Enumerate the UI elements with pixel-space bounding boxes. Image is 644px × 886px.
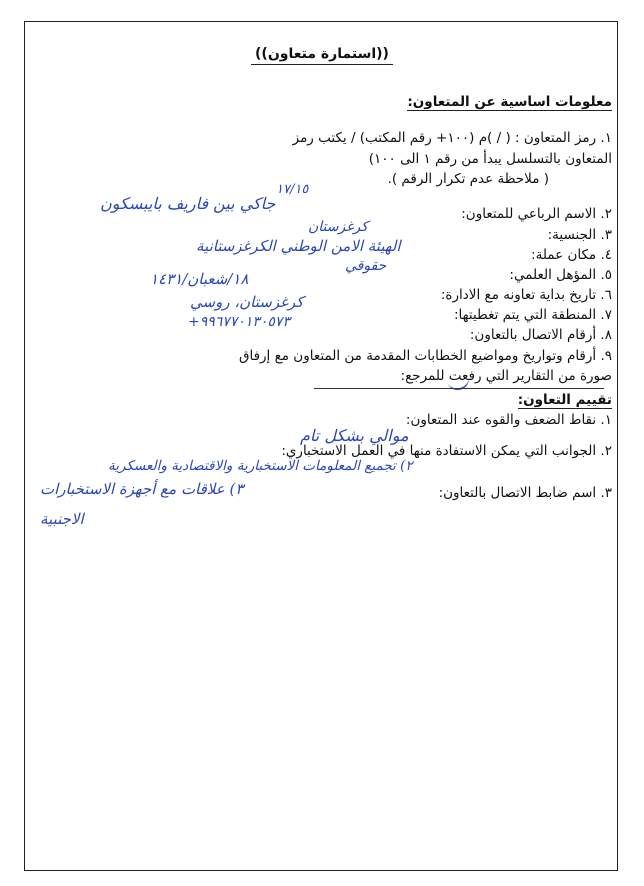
- section-basic-info: معلومات اساسية عن المتعاون:: [407, 94, 612, 110]
- handwritten-nationality: كرغزستان: [308, 219, 368, 235]
- question-start-date: ٦. تاريخ بداية تعاونه مع الادارة:: [440, 287, 612, 303]
- question-phone: ٨. أرقام الاتصال بالتعاون:: [469, 327, 612, 343]
- question-code-line1: ١. رمز المتعاون : ( / )م (١٠٠+ رقم المكتب) / يكتب رمز: [292, 130, 612, 146]
- question-intel-use: ٢. الجوانب التي يمكن الاستفادة منها في العمل الاستخباري:: [281, 443, 612, 459]
- handwritten-name: جاكي بين فاريف بايبسكون: [100, 194, 276, 213]
- handwritten-code: ١٧/١٥: [276, 182, 309, 197]
- handwritten-intel-use: ٢) تجميع المعلومات الاستخبارية والاقتصادية والعسكرية: [108, 458, 413, 474]
- handwritten-phone: +٩٩٦٧٧٠١٣٠٥٧٣: [188, 314, 290, 330]
- question-nationality: ٣. الجنسية:: [547, 227, 612, 243]
- handwritten-start-date: ١٨/شعبان/١٤٣١: [150, 270, 249, 288]
- question-full-name: ٢. الاسم الرباعي للمتعاون:: [461, 206, 612, 222]
- question-region: ٧. المنطقة التي يتم تغطيتها:: [454, 307, 612, 323]
- question-qualification: ٥. المؤهل العلمي:: [509, 267, 612, 283]
- handwritten-workplace: الهيئة الامن الوطني الكرغزستانية: [196, 237, 401, 255]
- question-liaison-officer: ٣. اسم ضابط الاتصال بالتعاون:: [438, 485, 612, 501]
- handwritten-officer-line2: الاجنبية: [40, 510, 84, 528]
- question-workplace: ٤. مكان عملة:: [531, 247, 612, 263]
- handwritten-officer-line1: ٣) علاقات مع أجهزة الاستخبارات: [40, 480, 244, 498]
- question-code-note: ( ملاحظة عدم تكرار الرقم ).: [387, 171, 549, 187]
- question-strengths: ١. نقاط الضعف والقوه عند المتعاون:: [405, 412, 612, 428]
- handwritten-region: كرغزستان، روسي: [190, 293, 304, 311]
- handwritten-qualification: حقوقي: [345, 258, 387, 274]
- handwritten-strengths: موالي بشكل تام: [300, 426, 409, 445]
- separator-line: [314, 388, 604, 389]
- question-code-line2: المتعاون بالتسلسل يبدأ من رقم ١ الى ١٠٠): [368, 151, 612, 167]
- question-letters-line1: ٩. أرقام وتواريخ ومواضيع الخطابات المقدمة من المتعاون مع إرفاق: [239, 348, 612, 364]
- section-evaluation: تقييم التعاون:: [517, 392, 612, 408]
- question-letters-line2: صورة من التقارير التي رفعت للمرجع:: [400, 368, 612, 384]
- form-title: ((استمارة متعاون)): [0, 46, 644, 62]
